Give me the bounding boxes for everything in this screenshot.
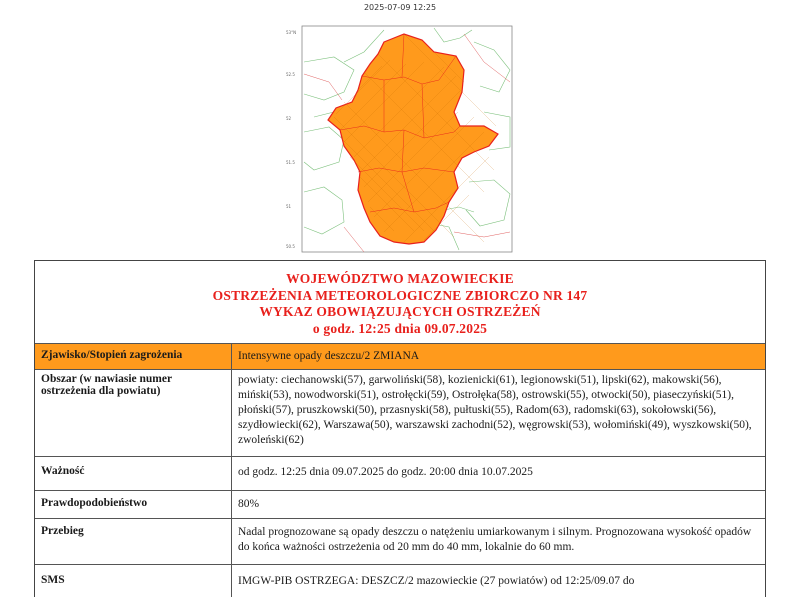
title-line-region: WOJEWÓDZTWO MAZOWIECKIE xyxy=(286,271,514,286)
phenomenon-label: Zjawisko/Stopień zagrożenia xyxy=(35,344,232,370)
issue-datetime: 2025-07-09 12:25 xyxy=(363,3,437,12)
course-label: Przebieg xyxy=(35,519,232,565)
row-validity xyxy=(35,457,765,491)
svg-text:52.5: 52.5 xyxy=(286,72,295,77)
title-line-list: WYKAZ OBOWIĄZUJĄCYCH OSTRZEŻEŃ xyxy=(259,304,541,319)
phenomenon-value: Intensywne opady deszczu/2 ZMIANA xyxy=(232,344,766,370)
probability-label: Prawdopodobieństwo xyxy=(35,491,232,519)
warning-table xyxy=(35,343,765,597)
document-title xyxy=(35,261,765,343)
validity-value: od godz. 12:25 dnia 09.07.2025 do godz. 20:00 dnia 10.07.2025 xyxy=(232,457,766,491)
sms-value: IMGW-PIB OSTRZEGA: DESZCZ/2 mazowieckie (27 powiatów) od 12:25/09.07 do xyxy=(232,565,766,598)
validity-label: Ważność xyxy=(35,457,232,491)
svg-text:52: 52 xyxy=(286,116,292,121)
title-line-bulletin: OSTRZEŻENIA METEOROLOGICZNE ZBIORCZO NR 147 xyxy=(212,287,588,303)
area-label: Obszar (w nawiasie numer ostrzeżenia dla powiatu) xyxy=(35,370,232,457)
course-value: Nadal prognozowane są opady deszczu o natężeniu umiarkowanym i silnym. Prognozowana wysokość opadów do końca ważności ostrzeżenia od 20 mm do 40 mm, lokalnie do 60 mm. xyxy=(232,519,766,565)
sms-label: SMS xyxy=(35,565,232,598)
warning-document xyxy=(34,260,766,597)
probability-value: 80% xyxy=(232,491,766,519)
svg-text:51.5: 51.5 xyxy=(286,160,295,165)
svg-text:53°N: 53°N xyxy=(286,30,297,35)
row-phenomenon xyxy=(35,344,765,370)
svg-text:50.5: 50.5 xyxy=(286,244,295,249)
row-sms xyxy=(35,565,765,598)
row-probability xyxy=(35,491,765,519)
row-course xyxy=(35,519,765,565)
svg-text:51: 51 xyxy=(286,204,292,209)
title-line-time: o godz. 12:25 dnia 09.07.2025 xyxy=(312,320,488,336)
warning-map xyxy=(284,22,516,258)
row-area xyxy=(35,370,765,457)
area-value: powiaty: ciechanowski(57), garwoliński(58), kozienicki(61), legionowski(51), lipski(62), makowski(56), miński(53), nowodworski(51), ostrołęcki(59), Ostrołęka(58), ostrowski(55), otwocki(50), piaseczyński(51), płoński(57), pruszkowski(50), przasnyski(58), pułtuski(55), Radom(63), radomski(63), sokołowski(56), szydłowiecki(62), Warszawa(50), warszawski zachodni(52), węgrowski(53), wołomiński(49), wyszkowski(50), zwoleński(62) xyxy=(232,370,766,457)
map-axis-ticks xyxy=(286,30,296,249)
header-stamp xyxy=(0,0,800,14)
